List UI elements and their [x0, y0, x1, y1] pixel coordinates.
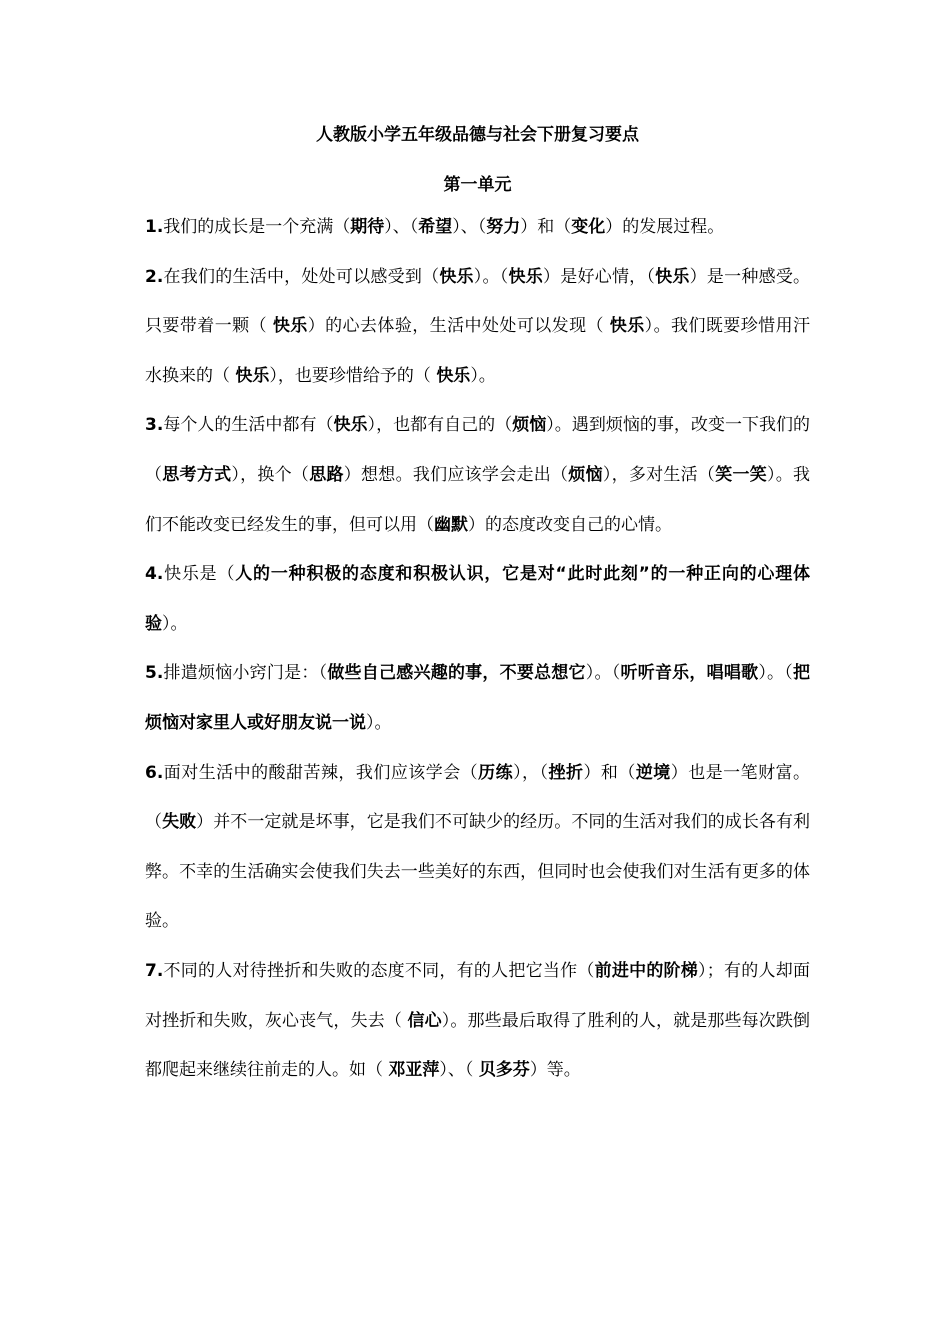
item-number: 7. — [145, 960, 164, 981]
item-text: ）。（ — [585, 663, 621, 684]
answer-keyword: 思考方式 — [162, 464, 232, 485]
answer-keyword: 邓亚萍 — [388, 1060, 440, 1081]
item-text: ）的心去体验，生活中处处可以发现（ — [307, 316, 610, 337]
answer-keyword: 历练 — [478, 762, 514, 783]
item-text: 每个人的生活中都有（ — [163, 415, 334, 436]
answer-keyword: 烦恼 — [512, 415, 547, 436]
unit-title: 第一单元 — [443, 175, 512, 195]
item-text: ）和（ — [583, 762, 636, 783]
item-text: ），也要珍惜给予的（ — [269, 365, 437, 386]
document-title: 人教版小学五年级品德与社会下册复习要点 — [316, 125, 639, 145]
review-item-4 — [145, 550, 810, 649]
answer-keyword: 笑一笑 — [715, 464, 768, 485]
answer-keyword: 失败 — [162, 812, 197, 833]
item-text: ）的发展过程。 — [605, 217, 725, 237]
item-text: ）想想。我们应该学会走出（ — [343, 464, 569, 485]
item-text: ）。 — [470, 365, 496, 386]
document-page — [145, 118, 810, 1096]
item-text: ）、（ — [452, 217, 487, 237]
answer-keyword: 信心 — [407, 1010, 442, 1031]
answer-keyword: 挫折 — [548, 762, 584, 783]
item-text: ）。我们既要珍惜用汗水换来的（ — [145, 316, 811, 386]
item-text: 排遣烦恼小窍门是：（ — [163, 663, 328, 684]
answer-keyword: 人的一种积极的态度和积极认识，它是对“此时此刻”的一种正向的心理体验 — [145, 564, 810, 634]
item-text: ）是一种感受。只要带着一颗（ — [145, 266, 811, 337]
item-text: ）。遇到烦恼的事，改变一下我们的（ — [145, 415, 811, 485]
item-text: 快乐是（ — [163, 564, 236, 585]
answer-keyword: 前进中的阶梯 — [594, 960, 699, 981]
answer-keyword: 把烦恼对家里人或好朋友说一说 — [145, 663, 811, 733]
item-text: ）。（ — [758, 663, 794, 684]
item-text: ）。我们不能改变已经发生的事，但可以用（ — [145, 464, 811, 535]
answer-keyword: 幽默 — [434, 514, 468, 535]
answer-keyword: 快乐 — [272, 316, 308, 337]
item-number: 1. — [145, 217, 164, 237]
answer-keyword: 快乐 — [655, 266, 690, 287]
review-item-5 — [145, 649, 810, 748]
item-text: ）。 — [366, 712, 392, 733]
answer-keyword: 期待 — [350, 217, 385, 237]
answer-keyword: 快乐 — [609, 316, 645, 337]
answer-keyword: 做些自己感兴趣的事，不要总想它 — [327, 663, 586, 684]
item-text: 我们的成长是一个充满（ — [163, 217, 351, 237]
review-item-1 — [145, 203, 810, 253]
answer-keyword: 听听音乐，唱唱歌 — [620, 663, 759, 684]
answer-keyword: 快乐 — [333, 415, 368, 436]
item-text: ）并不一定就是坏事，它是我们不可缺少的经历。不同的生活对我们的成长各有利弊。不幸的生活确实会使我们失去一些美好的东西，但同时也会使我们对生活有更多的体验。 — [145, 812, 811, 932]
item-text: ）、（ — [384, 217, 419, 237]
answer-keyword: 希望 — [418, 217, 453, 237]
item-text: 不同的人对待挫折和失败的态度不同，有的人把它当作（ — [163, 960, 595, 981]
answer-keyword: 思路 — [309, 464, 344, 485]
item-number: 2. — [145, 266, 164, 287]
answer-keyword: 快乐 — [436, 365, 471, 386]
item-text: ）；有的人却面对挫折和失败，灰心丧气，失去（ — [145, 960, 810, 1031]
item-text: 面对生活中的酸甜苦辣，我们应该学会（ — [163, 762, 479, 783]
review-points-list — [145, 203, 810, 1096]
answer-keyword: 变化 — [571, 217, 606, 237]
item-number: 4. — [145, 564, 164, 585]
item-text: ）。 — [162, 613, 188, 634]
answer-keyword: 烦恼 — [568, 464, 603, 485]
review-item-3 — [145, 401, 810, 550]
item-text: ）。（ — [473, 266, 509, 287]
item-number: 3. — [145, 415, 164, 436]
review-item-7 — [145, 947, 810, 1096]
answer-keyword: 快乐 — [508, 266, 543, 287]
review-item-2 — [145, 253, 810, 402]
item-number: 6. — [145, 762, 164, 783]
review-item-6 — [145, 749, 810, 947]
item-text: ）是好心情，（ — [543, 266, 656, 287]
answer-keyword: 快乐 — [235, 365, 270, 386]
item-text: ），也都有自己的（ — [367, 415, 513, 436]
item-text: ）的态度改变自己的心情。 — [468, 514, 672, 535]
item-text: ），多对生活（ — [602, 464, 716, 485]
item-text: ）。那些最后取得了胜利的人，就是那些每次跌倒都爬起来继续往前走的人。如（ — [145, 1010, 811, 1081]
item-text: ）等。 — [529, 1060, 581, 1081]
answer-keyword: 快乐 — [439, 266, 474, 287]
item-text: ）和（ — [520, 217, 572, 237]
item-text: ）也是一笔财富。（ — [145, 762, 811, 833]
item-number: 5. — [145, 663, 164, 684]
item-text: ），（ — [513, 762, 549, 783]
item-text: 在我们的生活中，处处可以感受到（ — [163, 266, 440, 287]
answer-keyword: 贝多芬 — [478, 1060, 530, 1081]
answer-keyword: 努力 — [486, 217, 521, 237]
item-text: ）、（ — [439, 1060, 479, 1081]
answer-keyword: 逆境 — [635, 762, 671, 783]
item-text: ），换个（ — [231, 464, 310, 485]
